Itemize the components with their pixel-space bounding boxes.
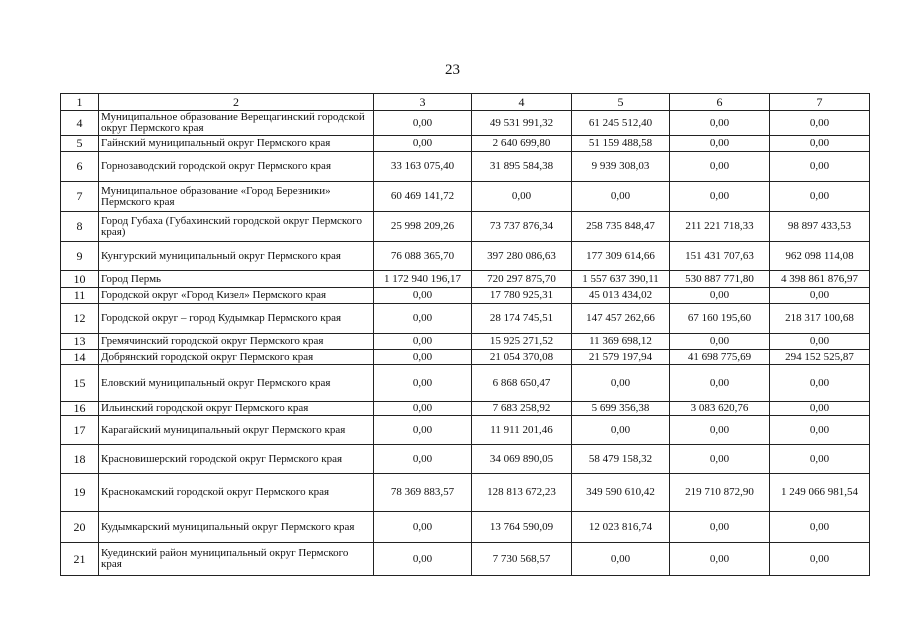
- row-number: 11: [61, 288, 99, 304]
- value-cell: 4 398 861 876,97: [770, 271, 870, 288]
- value-cell: 349 590 610,42: [572, 474, 670, 512]
- table-row: [61, 350, 870, 365]
- value-cell: 0,00: [670, 152, 770, 182]
- value-cell: 98 897 433,53: [770, 212, 870, 242]
- row-number: 12: [61, 304, 99, 334]
- table-header-row: [61, 94, 870, 111]
- row-number: 4: [61, 111, 99, 136]
- municipality-name: Муниципальное образование «Город Березники» Пермского края: [99, 182, 374, 212]
- value-cell: 0,00: [770, 334, 870, 350]
- row-number: 14: [61, 350, 99, 365]
- value-cell: 0,00: [374, 288, 472, 304]
- municipality-name: Красновишерский городской округ Пермского края: [99, 445, 374, 474]
- municipality-name: Кунгурский муниципальный округ Пермского края: [99, 242, 374, 271]
- municipality-name: Городской округ «Город Кизел» Пермского края: [99, 288, 374, 304]
- table-row: [61, 136, 870, 152]
- row-number: 16: [61, 402, 99, 416]
- table-row: [61, 334, 870, 350]
- header-cell: 4: [472, 94, 572, 111]
- value-cell: 60 469 141,72: [374, 182, 472, 212]
- header-cell: 3: [374, 94, 472, 111]
- municipality-name: Еловский муниципальный округ Пермского края: [99, 365, 374, 402]
- table-row: [61, 304, 870, 334]
- municipality-name: Город Пермь: [99, 271, 374, 288]
- municipality-name: Куединский район муниципальный округ Пермского края: [99, 543, 374, 576]
- value-cell: 0,00: [670, 334, 770, 350]
- value-cell: 0,00: [572, 365, 670, 402]
- value-cell: 0,00: [572, 543, 670, 576]
- value-cell: 0,00: [770, 288, 870, 304]
- value-cell: 41 698 775,69: [670, 350, 770, 365]
- value-cell: 0,00: [374, 445, 472, 474]
- value-cell: 219 710 872,90: [670, 474, 770, 512]
- value-cell: 0,00: [770, 136, 870, 152]
- table-row: [61, 543, 870, 576]
- header-cell: 5: [572, 94, 670, 111]
- value-cell: 0,00: [374, 512, 472, 543]
- value-cell: 218 317 100,68: [770, 304, 870, 334]
- value-cell: 720 297 875,70: [472, 271, 572, 288]
- value-cell: 0,00: [374, 365, 472, 402]
- value-cell: 11 369 698,12: [572, 334, 670, 350]
- value-cell: 0,00: [374, 416, 472, 445]
- value-cell: 17 780 925,31: [472, 288, 572, 304]
- value-cell: 78 369 883,57: [374, 474, 472, 512]
- value-cell: 51 159 488,58: [572, 136, 670, 152]
- row-number: 9: [61, 242, 99, 271]
- municipality-name: Город Губаха (Губахинский городской округ Пермского края): [99, 212, 374, 242]
- value-cell: 0,00: [374, 111, 472, 136]
- value-cell: 12 023 816,74: [572, 512, 670, 543]
- value-cell: 1 249 066 981,54: [770, 474, 870, 512]
- value-cell: 0,00: [670, 512, 770, 543]
- value-cell: 0,00: [374, 304, 472, 334]
- value-cell: 58 479 158,32: [572, 445, 670, 474]
- value-cell: 0,00: [770, 512, 870, 543]
- header-cell: 1: [61, 94, 99, 111]
- value-cell: 28 174 745,51: [472, 304, 572, 334]
- table-row: [61, 402, 870, 416]
- table-row: [61, 152, 870, 182]
- value-cell: 45 013 434,02: [572, 288, 670, 304]
- row-number: 13: [61, 334, 99, 350]
- value-cell: 15 925 271,52: [472, 334, 572, 350]
- municipality-name: Горнозаводский городской округ Пермского края: [99, 152, 374, 182]
- municipality-name: Городской округ – город Кудымкар Пермского края: [99, 304, 374, 334]
- municipality-name: Муниципальное образование Верещагинский городской округ Пермского края: [99, 111, 374, 136]
- value-cell: 0,00: [770, 402, 870, 416]
- table-row: [61, 111, 870, 136]
- value-cell: 1 172 940 196,17: [374, 271, 472, 288]
- row-number: 17: [61, 416, 99, 445]
- value-cell: 9 939 308,03: [572, 152, 670, 182]
- value-cell: 0,00: [770, 152, 870, 182]
- value-cell: 0,00: [770, 445, 870, 474]
- value-cell: 21 579 197,94: [572, 350, 670, 365]
- value-cell: 21 054 370,08: [472, 350, 572, 365]
- row-number: 21: [61, 543, 99, 576]
- value-cell: 962 098 114,08: [770, 242, 870, 271]
- value-cell: 13 764 590,09: [472, 512, 572, 543]
- value-cell: 0,00: [374, 334, 472, 350]
- budget-table: [60, 93, 870, 576]
- value-cell: 0,00: [770, 111, 870, 136]
- value-cell: 0,00: [374, 350, 472, 365]
- municipality-name: Добрянский городской округ Пермского края: [99, 350, 374, 365]
- value-cell: 211 221 718,33: [670, 212, 770, 242]
- municipality-name: Гайнский муниципальный округ Пермского края: [99, 136, 374, 152]
- municipality-name: Ильинский городской округ Пермского края: [99, 402, 374, 416]
- row-number: 15: [61, 365, 99, 402]
- table-row: [61, 474, 870, 512]
- page-number: 23: [445, 62, 460, 78]
- value-cell: 177 309 614,66: [572, 242, 670, 271]
- header-cell: 6: [670, 94, 770, 111]
- header-cell: 7: [770, 94, 870, 111]
- header-cell: 2: [99, 94, 374, 111]
- value-cell: 0,00: [670, 543, 770, 576]
- value-cell: 0,00: [670, 182, 770, 212]
- row-number: 5: [61, 136, 99, 152]
- value-cell: 31 895 584,38: [472, 152, 572, 182]
- table-row: [61, 271, 870, 288]
- value-cell: 5 699 356,38: [572, 402, 670, 416]
- value-cell: 151 431 707,63: [670, 242, 770, 271]
- row-number: 19: [61, 474, 99, 512]
- value-cell: 0,00: [472, 182, 572, 212]
- value-cell: 0,00: [374, 543, 472, 576]
- municipality-name: Гремячинский городской округ Пермского края: [99, 334, 374, 350]
- value-cell: 25 998 209,26: [374, 212, 472, 242]
- municipality-name: Кудымкарский муниципальный округ Пермского края: [99, 512, 374, 543]
- table-row: [61, 512, 870, 543]
- row-number: 20: [61, 512, 99, 543]
- value-cell: 0,00: [770, 182, 870, 212]
- value-cell: 0,00: [670, 136, 770, 152]
- value-cell: 128 813 672,23: [472, 474, 572, 512]
- value-cell: 0,00: [770, 416, 870, 445]
- value-cell: 0,00: [572, 416, 670, 445]
- value-cell: 61 245 512,40: [572, 111, 670, 136]
- value-cell: 0,00: [670, 288, 770, 304]
- row-number: 6: [61, 152, 99, 182]
- table-row: [61, 288, 870, 304]
- value-cell: 11 911 201,46: [472, 416, 572, 445]
- value-cell: 0,00: [670, 416, 770, 445]
- value-cell: 73 737 876,34: [472, 212, 572, 242]
- row-number: 18: [61, 445, 99, 474]
- value-cell: 6 868 650,47: [472, 365, 572, 402]
- value-cell: 3 083 620,76: [670, 402, 770, 416]
- value-cell: 67 160 195,60: [670, 304, 770, 334]
- row-number: 7: [61, 182, 99, 212]
- value-cell: 258 735 848,47: [572, 212, 670, 242]
- value-cell: 530 887 771,80: [670, 271, 770, 288]
- value-cell: 0,00: [374, 402, 472, 416]
- value-cell: 33 163 075,40: [374, 152, 472, 182]
- table-row: [61, 212, 870, 242]
- value-cell: 49 531 991,32: [472, 111, 572, 136]
- value-cell: 147 457 262,66: [572, 304, 670, 334]
- table-row: [61, 182, 870, 212]
- municipality-name: Карагайский муниципальный округ Пермского края: [99, 416, 374, 445]
- value-cell: 0,00: [374, 136, 472, 152]
- value-cell: 294 152 525,87: [770, 350, 870, 365]
- value-cell: 0,00: [770, 365, 870, 402]
- municipality-name: Краснокамский городской округ Пермского края: [99, 474, 374, 512]
- table-row: [61, 445, 870, 474]
- value-cell: 7 683 258,92: [472, 402, 572, 416]
- table-row: [61, 242, 870, 271]
- value-cell: 0,00: [770, 543, 870, 576]
- value-cell: 0,00: [670, 365, 770, 402]
- value-cell: 0,00: [670, 445, 770, 474]
- row-number: 10: [61, 271, 99, 288]
- table-row: [61, 416, 870, 445]
- value-cell: 0,00: [670, 111, 770, 136]
- value-cell: 0,00: [572, 182, 670, 212]
- value-cell: 2 640 699,80: [472, 136, 572, 152]
- value-cell: 1 557 637 390,11: [572, 271, 670, 288]
- value-cell: 397 280 086,63: [472, 242, 572, 271]
- value-cell: 7 730 568,57: [472, 543, 572, 576]
- row-number: 8: [61, 212, 99, 242]
- value-cell: 34 069 890,05: [472, 445, 572, 474]
- table-row: [61, 365, 870, 402]
- value-cell: 76 088 365,70: [374, 242, 472, 271]
